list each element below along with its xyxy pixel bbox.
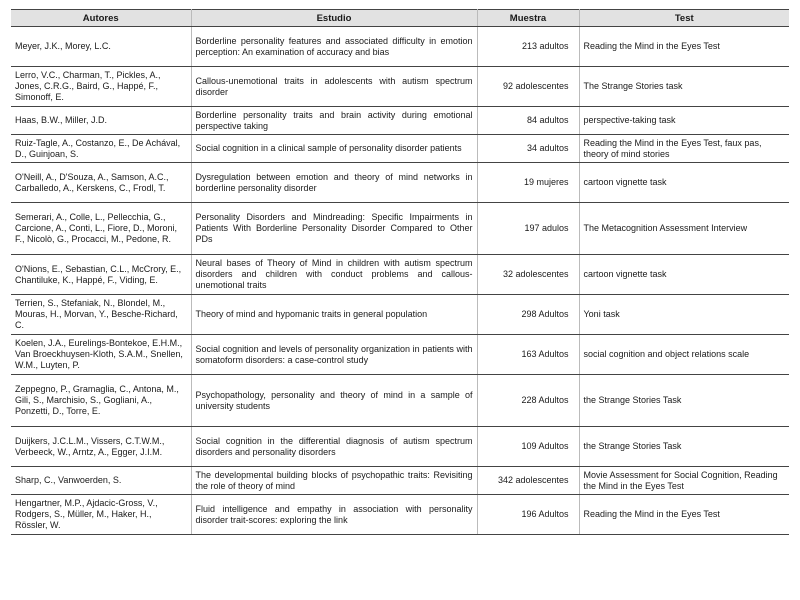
cell-test: The Strange Stories task xyxy=(579,67,789,107)
cell-muestra: 84 adultos xyxy=(477,107,579,135)
cell-test: cartoon vignette task xyxy=(579,255,789,295)
table-row xyxy=(11,135,789,163)
cell-autores: O'Neill, A., D'Souza, A., Samson, A.C., Carballedo, A., Kerskens, C., Frodl, T. xyxy=(11,163,191,203)
cell-muestra: 163 Adultos xyxy=(477,335,579,375)
cell-estudio: Personality Disorders and Mindreading: Specific Impairments in Patients With Borderline Personality Disorder Compared to Other PDs xyxy=(191,203,477,255)
cell-autores: Terrien, S., Stefaniak, N., Blondel, M., Mouras, H., Morvan, Y., Besche-Richard, C. xyxy=(11,295,191,335)
cell-test: The Metacognition Assessment Interview xyxy=(579,203,789,255)
cell-muestra: 342 adolescentes xyxy=(477,467,579,495)
cell-autores: Ruiz-Tagle, A., Costanzo, E., De Achával, D., Guinjoan, S. xyxy=(11,135,191,163)
table-row xyxy=(11,467,789,495)
cell-muestra: 109 Adultos xyxy=(477,427,579,467)
cell-estudio: Borderline personality features and associated difficulty in emotion perception: An examination of accuracy and bias xyxy=(191,27,477,67)
cell-muestra: 92 adolescentes xyxy=(477,67,579,107)
document-page xyxy=(11,9,789,535)
table-row xyxy=(11,335,789,375)
table-row xyxy=(11,107,789,135)
cell-estudio: Social cognition in a clinical sample of personality disorder patients xyxy=(191,135,477,163)
header-estudio: Estudio xyxy=(191,10,477,27)
cell-estudio: Social cognition in the differential diagnosis of autism spectrum disorders and personality disorders xyxy=(191,427,477,467)
table-row xyxy=(11,67,789,107)
table-row xyxy=(11,27,789,67)
cell-test: the Strange Stories Task xyxy=(579,375,789,427)
cell-estudio: The developmental building blocks of psychopathic traits: Revisiting the role of theory of mind xyxy=(191,467,477,495)
table-row xyxy=(11,495,789,535)
cell-estudio: Borderline personality traits and brain activity during emotional perspective taking xyxy=(191,107,477,135)
cell-autores: Zeppegno, P., Gramaglia, C., Antona, M., Gili, S., Marchisio, S., Gogliani, A., Ponzetti, D., Torre, E. xyxy=(11,375,191,427)
cell-test: perspective-taking task xyxy=(579,107,789,135)
cell-estudio: Neural bases of Theory of Mind in children with autism spectrum disorders and children with conduct problems and callous-unemotional traits xyxy=(191,255,477,295)
header-autores: Autores xyxy=(11,10,191,27)
cell-test: Yoni task xyxy=(579,295,789,335)
table-header xyxy=(11,10,789,27)
table-body xyxy=(11,27,789,535)
cell-muestra: 34 adultos xyxy=(477,135,579,163)
cell-estudio: Fluid intelligence and empathy in association with personality disorder trait-scores: exploring the link xyxy=(191,495,477,535)
cell-muestra: 298 Adultos xyxy=(477,295,579,335)
cell-autores: Meyer, J.K., Morey, L.C. xyxy=(11,27,191,67)
cell-autores: Koelen, J.A., Eurelings-Bontekoe, E.H.M., Van Broeckhuysen-Kloth, S.A.M., Snellen, W.M., Luyten, P. xyxy=(11,335,191,375)
cell-autores: O'Nions, E., Sebastian, C.L., McCrory, E., Chantiluke, K., Happé, F., Viding, E. xyxy=(11,255,191,295)
cell-muestra: 197 adulos xyxy=(477,203,579,255)
cell-muestra: 213 adultos xyxy=(477,27,579,67)
table-row xyxy=(11,427,789,467)
table-row xyxy=(11,375,789,427)
cell-autores: Haas, B.W., Miller, J.D. xyxy=(11,107,191,135)
cell-autores: Duijkers, J.C.L.M., Vissers, C.T.W.M., Verbeeck, W., Arntz, A., Egger, J.I.M. xyxy=(11,427,191,467)
cell-estudio: Dysregulation between emotion and theory of mind networks in borderline personality disorder xyxy=(191,163,477,203)
studies-table xyxy=(11,9,789,535)
cell-test: cartoon vignette task xyxy=(579,163,789,203)
cell-test: the Strange Stories Task xyxy=(579,427,789,467)
cell-autores: Lerro, V.C., Charman, T., Pickles, A., Jones, C.R.G., Baird, G., Happé, F., Simonoff, E. xyxy=(11,67,191,107)
header-muestra: Muestra xyxy=(477,10,579,27)
table-row xyxy=(11,255,789,295)
cell-autores: Sharp, C., Vanwoerden, S. xyxy=(11,467,191,495)
cell-muestra: 228 Adultos xyxy=(477,375,579,427)
cell-autores: Semerari, A., Colle, L., Pellecchia, G., Carcione, A., Conti, L., Fiore, D., Moroni, F., Nicolò, G., Procacci, M., Pedone, R. xyxy=(11,203,191,255)
header-test: Test xyxy=(579,10,789,27)
cell-estudio: Social cognition and levels of personality organization in patients with somatoform disorders: a case-control study xyxy=(191,335,477,375)
cell-muestra: 19 mujeres xyxy=(477,163,579,203)
cell-estudio: Callous-unemotional traits in adolescents with autism spectrum disorder xyxy=(191,67,477,107)
cell-test: Reading the Mind in the Eyes Test xyxy=(579,495,789,535)
cell-test: Movie Assessment for Social Cognition, Reading the Mind in the Eyes Test xyxy=(579,467,789,495)
cell-test: social cognition and object relations scale xyxy=(579,335,789,375)
table-row xyxy=(11,203,789,255)
cell-estudio: Psychopathology, personality and theory of mind in a sample of university students xyxy=(191,375,477,427)
cell-autores: Hengartner, M.P., Ajdacic-Gross, V., Rodgers, S., Müller, M., Haker, H., Rössler, W. xyxy=(11,495,191,535)
cell-muestra: 32 adolescentes xyxy=(477,255,579,295)
table-row xyxy=(11,295,789,335)
cell-muestra: 196 Adultos xyxy=(477,495,579,535)
table-row xyxy=(11,163,789,203)
cell-estudio: Theory of mind and hypomanic traits in general population xyxy=(191,295,477,335)
header-row xyxy=(11,10,789,27)
cell-test: Reading the Mind in the Eyes Test xyxy=(579,27,789,67)
cell-test: Reading the Mind in the Eyes Test, faux pas, theory of mind stories xyxy=(579,135,789,163)
